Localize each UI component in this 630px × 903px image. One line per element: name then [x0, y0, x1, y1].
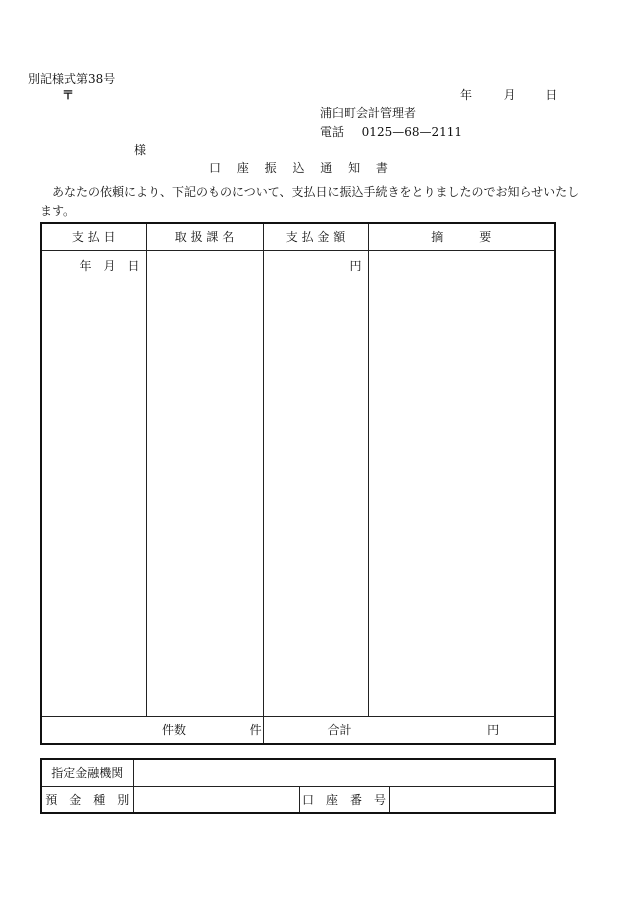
date-month: 月	[503, 88, 516, 102]
date-placeholder: 年 月 日	[79, 258, 140, 273]
sender-phone	[320, 123, 462, 140]
page-title: 口 座 振 込 通 知 書	[209, 161, 394, 175]
phone-label: 電話	[320, 125, 345, 139]
institution-label: 指定金融機関	[41, 759, 133, 786]
account-number-field[interactable]	[389, 786, 555, 813]
cell-pay-date[interactable]	[41, 250, 146, 716]
count-cell[interactable]	[41, 716, 263, 744]
header-remarks: 摘 要	[368, 223, 555, 250]
amount-unit: 円	[349, 258, 362, 273]
cell-remarks[interactable]	[368, 250, 555, 716]
date-year: 年	[460, 88, 473, 102]
deposit-type-label: 預 金 種 別	[41, 786, 133, 813]
postal-mark: 〒	[62, 88, 75, 102]
sender-name: 浦臼町会計管理者	[320, 106, 417, 120]
deposit-type-field[interactable]	[133, 786, 299, 813]
header-department: 取 扱 課 名	[146, 223, 263, 250]
count-unit: 件	[249, 723, 262, 738]
cell-department[interactable]	[146, 250, 263, 716]
header-pay-date: 支 払 日	[41, 223, 146, 250]
payment-table	[40, 222, 556, 745]
cell-amount[interactable]	[263, 250, 368, 716]
form-number: 別記様式第38号	[28, 72, 116, 86]
body-text-line2: ます。	[40, 204, 76, 218]
phone-number: 0125—68—2111	[361, 125, 463, 139]
body-text-line1: あなたの依頼により、下記のものについて、支払日に振込手続きをとりましたのでお知らせいたし	[52, 185, 580, 199]
header-amount: 支 払 金 額	[263, 223, 368, 250]
institution-field[interactable]	[133, 759, 555, 786]
count-label: 件数	[162, 723, 187, 738]
date-line	[460, 86, 557, 103]
date-day: 日	[545, 88, 558, 102]
total-cell[interactable]	[263, 716, 555, 744]
recipient-suffix: 様	[134, 143, 147, 157]
bank-table	[40, 758, 556, 814]
total-label: 合計	[327, 723, 352, 738]
total-unit: 円	[487, 723, 500, 738]
account-number-label: 口 座 番 号	[299, 786, 389, 813]
